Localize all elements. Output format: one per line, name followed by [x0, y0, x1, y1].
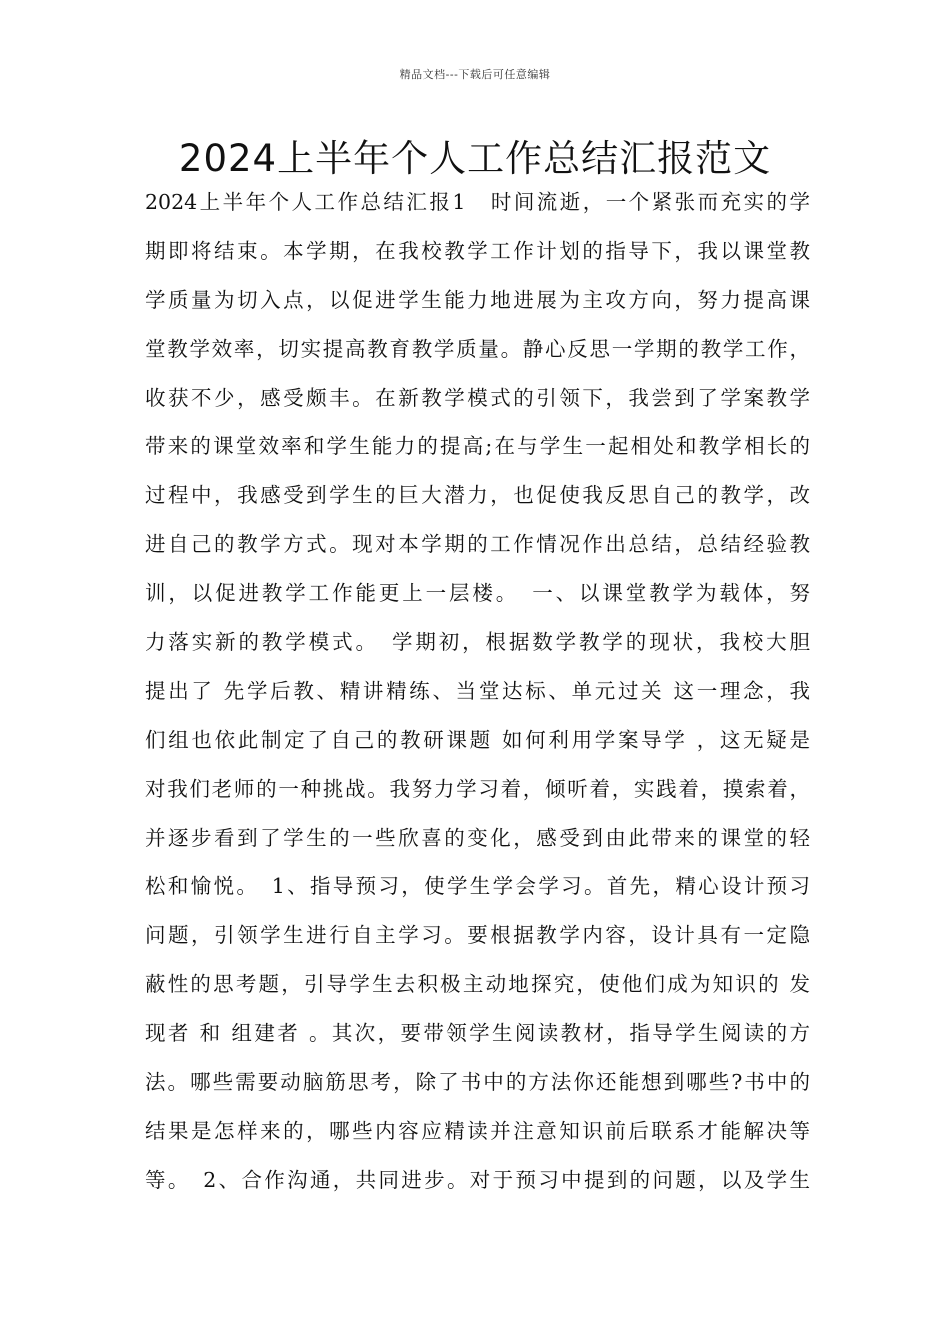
- body-text-line: 提出了 先学后教、精讲精练、当堂达标、单元过关 这一理念，我: [145, 678, 810, 703]
- body-text-line: 过程中，我感受到学生的巨大潜力，也促使我反思自己的教学，改: [145, 483, 810, 508]
- body-text-line: 期即将结束。本学期，在我校教学工作计划的指导下，我以课堂教: [145, 238, 810, 263]
- body-text-line: 松和愉悦。 1、指导预习，使学生学会学习。首先，精心设计预习: [145, 874, 810, 899]
- body-text-line: 蔽性的思考题，引导学生去积极主动地探究，使他们成为知识的 发: [145, 972, 810, 997]
- body-text-line: 结果是怎样来的，哪些内容应精读并注意知识前后联系才能解决等: [145, 1118, 810, 1143]
- body-text-line: 2024上半年个人工作总结汇报1 时间流逝，一个紧张而充实的学: [145, 190, 810, 214]
- body-text-line: 们组也依此制定了自己的教研课题 如何利用学案导学 ，这无疑是: [145, 727, 810, 752]
- body-text-line: 问题，引领学生进行自主学习。要根据教学内容，设计具有一定隐: [145, 923, 810, 948]
- body-text-line: 进自己的教学方式。现对本学期的工作情况作出总结，总结经验教: [145, 532, 810, 557]
- body-text-line: 法。哪些需要动脑筋思考，除了书中的方法你还能想到哪些?书中的: [145, 1070, 810, 1095]
- header-note: 精品文档---下载后可任意编辑: [399, 68, 551, 81]
- document-body: [145, 178, 810, 1205]
- body-text-line: 堂教学效率，切实提高教育教学质量。静心反思一学期的教学工作，: [145, 336, 810, 361]
- body-text-line: 学质量为切入点，以促进学生能力地进展为主攻方向，努力提高课: [145, 287, 810, 312]
- body-text-line: 力落实新的教学模式。 学期初，根据数学教学的现状，我校大胆: [145, 630, 810, 655]
- body-text-line: 训，以促进教学工作能更上一层楼。 一、以课堂教学为载体，努: [145, 581, 810, 606]
- body-text-line: 现者 和 组建者 。其次，要带领学生阅读教材，指导学生阅读的方: [145, 1021, 810, 1046]
- document-title: 2024上半年个人工作总结汇报范文: [178, 137, 772, 180]
- body-text-line: 对我们老师的一种挑战。我努力学习着，倾听着，实践着，摸索着，: [145, 776, 810, 801]
- body-text-line: 等。 2、合作沟通，共同进步。对于预习中提到的问题，以及学生: [145, 1167, 810, 1192]
- body-text-line: 带来的课堂效率和学生能力的提高;在与学生一起相处和教学相长的: [145, 434, 810, 459]
- body-text-line: 收获不少，感受颇丰。在新教学模式的引领下，我尝到了学案教学: [145, 385, 810, 410]
- body-text-line: 并逐步看到了学生的一些欣喜的变化，感受到由此带来的课堂的轻: [145, 825, 810, 850]
